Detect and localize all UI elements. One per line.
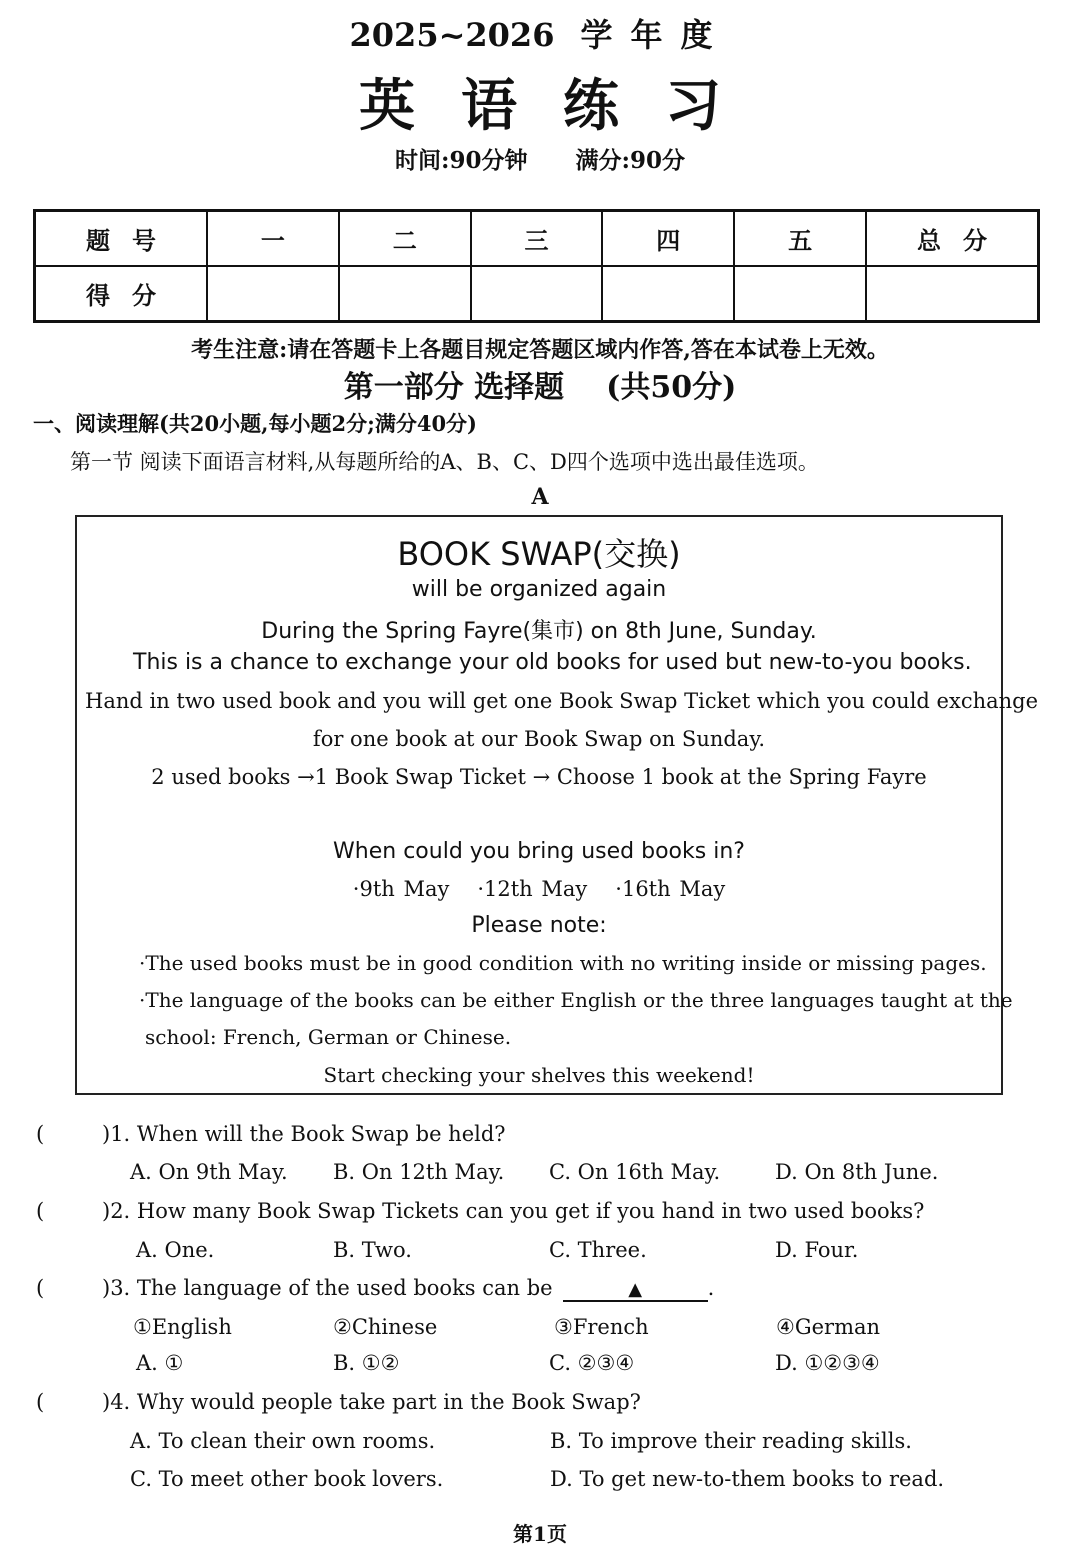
academic-year [0, 10, 1080, 56]
score-table-score-row [35, 266, 1039, 322]
date-item: ·9th May [352, 877, 450, 901]
option-b: B. ①② [333, 1351, 400, 1375]
total-score-label: 总分 [866, 211, 1039, 267]
poster-subtitle: will be organized again [411, 577, 667, 602]
option-b: B. To improve their reading skills. [550, 1429, 912, 1453]
language-item: ①English [133, 1315, 232, 1339]
option-a: A. On 9th May. [130, 1160, 288, 1184]
poster-note-heading: Please note: [471, 913, 607, 938]
question-1 [36, 1122, 506, 1146]
score-table [33, 209, 1040, 323]
question-text: )2. How many Book Swap Tickets can you get if you hand in two used books? [102, 1199, 925, 1223]
column-3: 三 [471, 211, 603, 267]
option-b: B. On 12th May. [333, 1160, 505, 1184]
poster-hand-in-line-1: Hand in two used book and you will get one Book Swap Ticket which you could exchange [85, 689, 1039, 713]
score-cell-total[interactable] [866, 266, 1039, 322]
question-end: . [707, 1276, 715, 1300]
option-b: B. Two. [333, 1238, 412, 1262]
date-item: ·16th May [615, 877, 726, 901]
question-text: )3. The language of the used books can be [102, 1276, 553, 1300]
exam-meta [0, 142, 1080, 175]
part-points: (共50分) [606, 370, 737, 405]
language-item: ②Chinese [333, 1315, 438, 1339]
language-item: ④German [776, 1315, 881, 1339]
score-cell-1[interactable] [207, 266, 339, 322]
poster-question: When could you bring used books in? [333, 839, 745, 864]
answer-paren[interactable]: ( [36, 1199, 45, 1223]
column-1: 一 [207, 211, 339, 267]
year-range: 2025~2026 [349, 16, 555, 54]
answer-paren[interactable]: ( [36, 1122, 45, 1146]
answer-paren[interactable]: ( [36, 1276, 45, 1300]
column-2: 二 [339, 211, 471, 267]
language-item: ③French [554, 1315, 649, 1339]
score-label: 满分:90分 [575, 147, 685, 174]
book-swap-poster [75, 515, 1039, 1095]
year-suffix: 学年度 [580, 16, 731, 54]
option-c: C. To meet other book lovers. [130, 1467, 444, 1491]
option-d: D. To get new-to-them books to read. [550, 1467, 945, 1491]
option-d: D. On 8th June. [775, 1160, 939, 1184]
poster-hand-in-line-2: for one book at our Book Swap on Sunday. [312, 727, 766, 751]
poster-rule-1: ·The used books must be in good condition with no writing inside or missing pages. [139, 951, 987, 975]
answer-blank[interactable]: ▲ [563, 1279, 708, 1302]
question-3 [36, 1276, 714, 1302]
question-text: )4. Why would people take part in the Book Swap? [102, 1390, 641, 1414]
column-4: 四 [602, 211, 734, 267]
part-heading [0, 362, 1080, 406]
answer-paren[interactable]: ( [36, 1390, 45, 1414]
score-cell-5[interactable] [734, 266, 866, 322]
question-2 [36, 1199, 924, 1223]
poster-closing: Start checking your shelves this weekend! [323, 1063, 755, 1087]
candidate-notice: 考生注意:请在答题卡上各题目规定答题区域内作答,答在本试卷上无效。 [191, 337, 889, 363]
score-cell-3[interactable] [471, 266, 603, 322]
date-item: ·12th May [477, 877, 588, 901]
score-table-header-row [35, 211, 1039, 267]
question-number-label: 题号 [35, 211, 208, 267]
page-number: 第1页 [513, 1522, 567, 1546]
option-d: D. ①②③④ [775, 1351, 880, 1375]
option-d: D. Four. [775, 1238, 859, 1262]
option-a: A. ① [136, 1351, 184, 1375]
score-row-label: 得分 [35, 266, 208, 322]
poster-flow: 2 used books →1 Book Swap Ticket → Choose 1 book at the Spring Fayre [151, 765, 927, 789]
poster-rule-2: ·The language of the books can be either English or the three languages taught at the [139, 988, 1013, 1012]
passage-letter: A [531, 484, 549, 510]
page-title: 英语练习 [359, 73, 767, 139]
section-subheading: 第一节 阅读下面语言材料,从每题所给的A、B、C、D四个选项中选出最佳选项。 [70, 450, 819, 474]
column-5: 五 [734, 211, 866, 267]
question-4 [36, 1390, 641, 1414]
question-text: )1. When will the Book Swap be held? [102, 1122, 506, 1146]
option-c: C. On 16th May. [549, 1160, 721, 1184]
poster-title: BOOK SWAP(交换) [397, 535, 681, 573]
option-c: C. ②③④ [549, 1351, 635, 1375]
option-c: C. Three. [549, 1238, 647, 1262]
score-cell-4[interactable] [602, 266, 734, 322]
option-a: A. One. [136, 1238, 215, 1262]
poster-rule-2-continued: school: French, German or Chinese. [145, 1025, 512, 1049]
option-a: A. To clean their own rooms. [130, 1429, 436, 1453]
poster-chance: This is a chance to exchange your old books for used but new-to-you books. [133, 650, 972, 675]
time-label: 时间:90分钟 [395, 147, 528, 174]
part-title: 第一部分 选择题 [343, 370, 565, 405]
poster-when: During the Spring Fayre(集市) on 8th June, Sunday. [261, 619, 817, 644]
score-cell-2[interactable] [339, 266, 471, 322]
section-heading: 一、阅读理解(共20小题,每小题2分;满分40分) [33, 411, 477, 436]
poster-dates [77, 877, 1001, 901]
